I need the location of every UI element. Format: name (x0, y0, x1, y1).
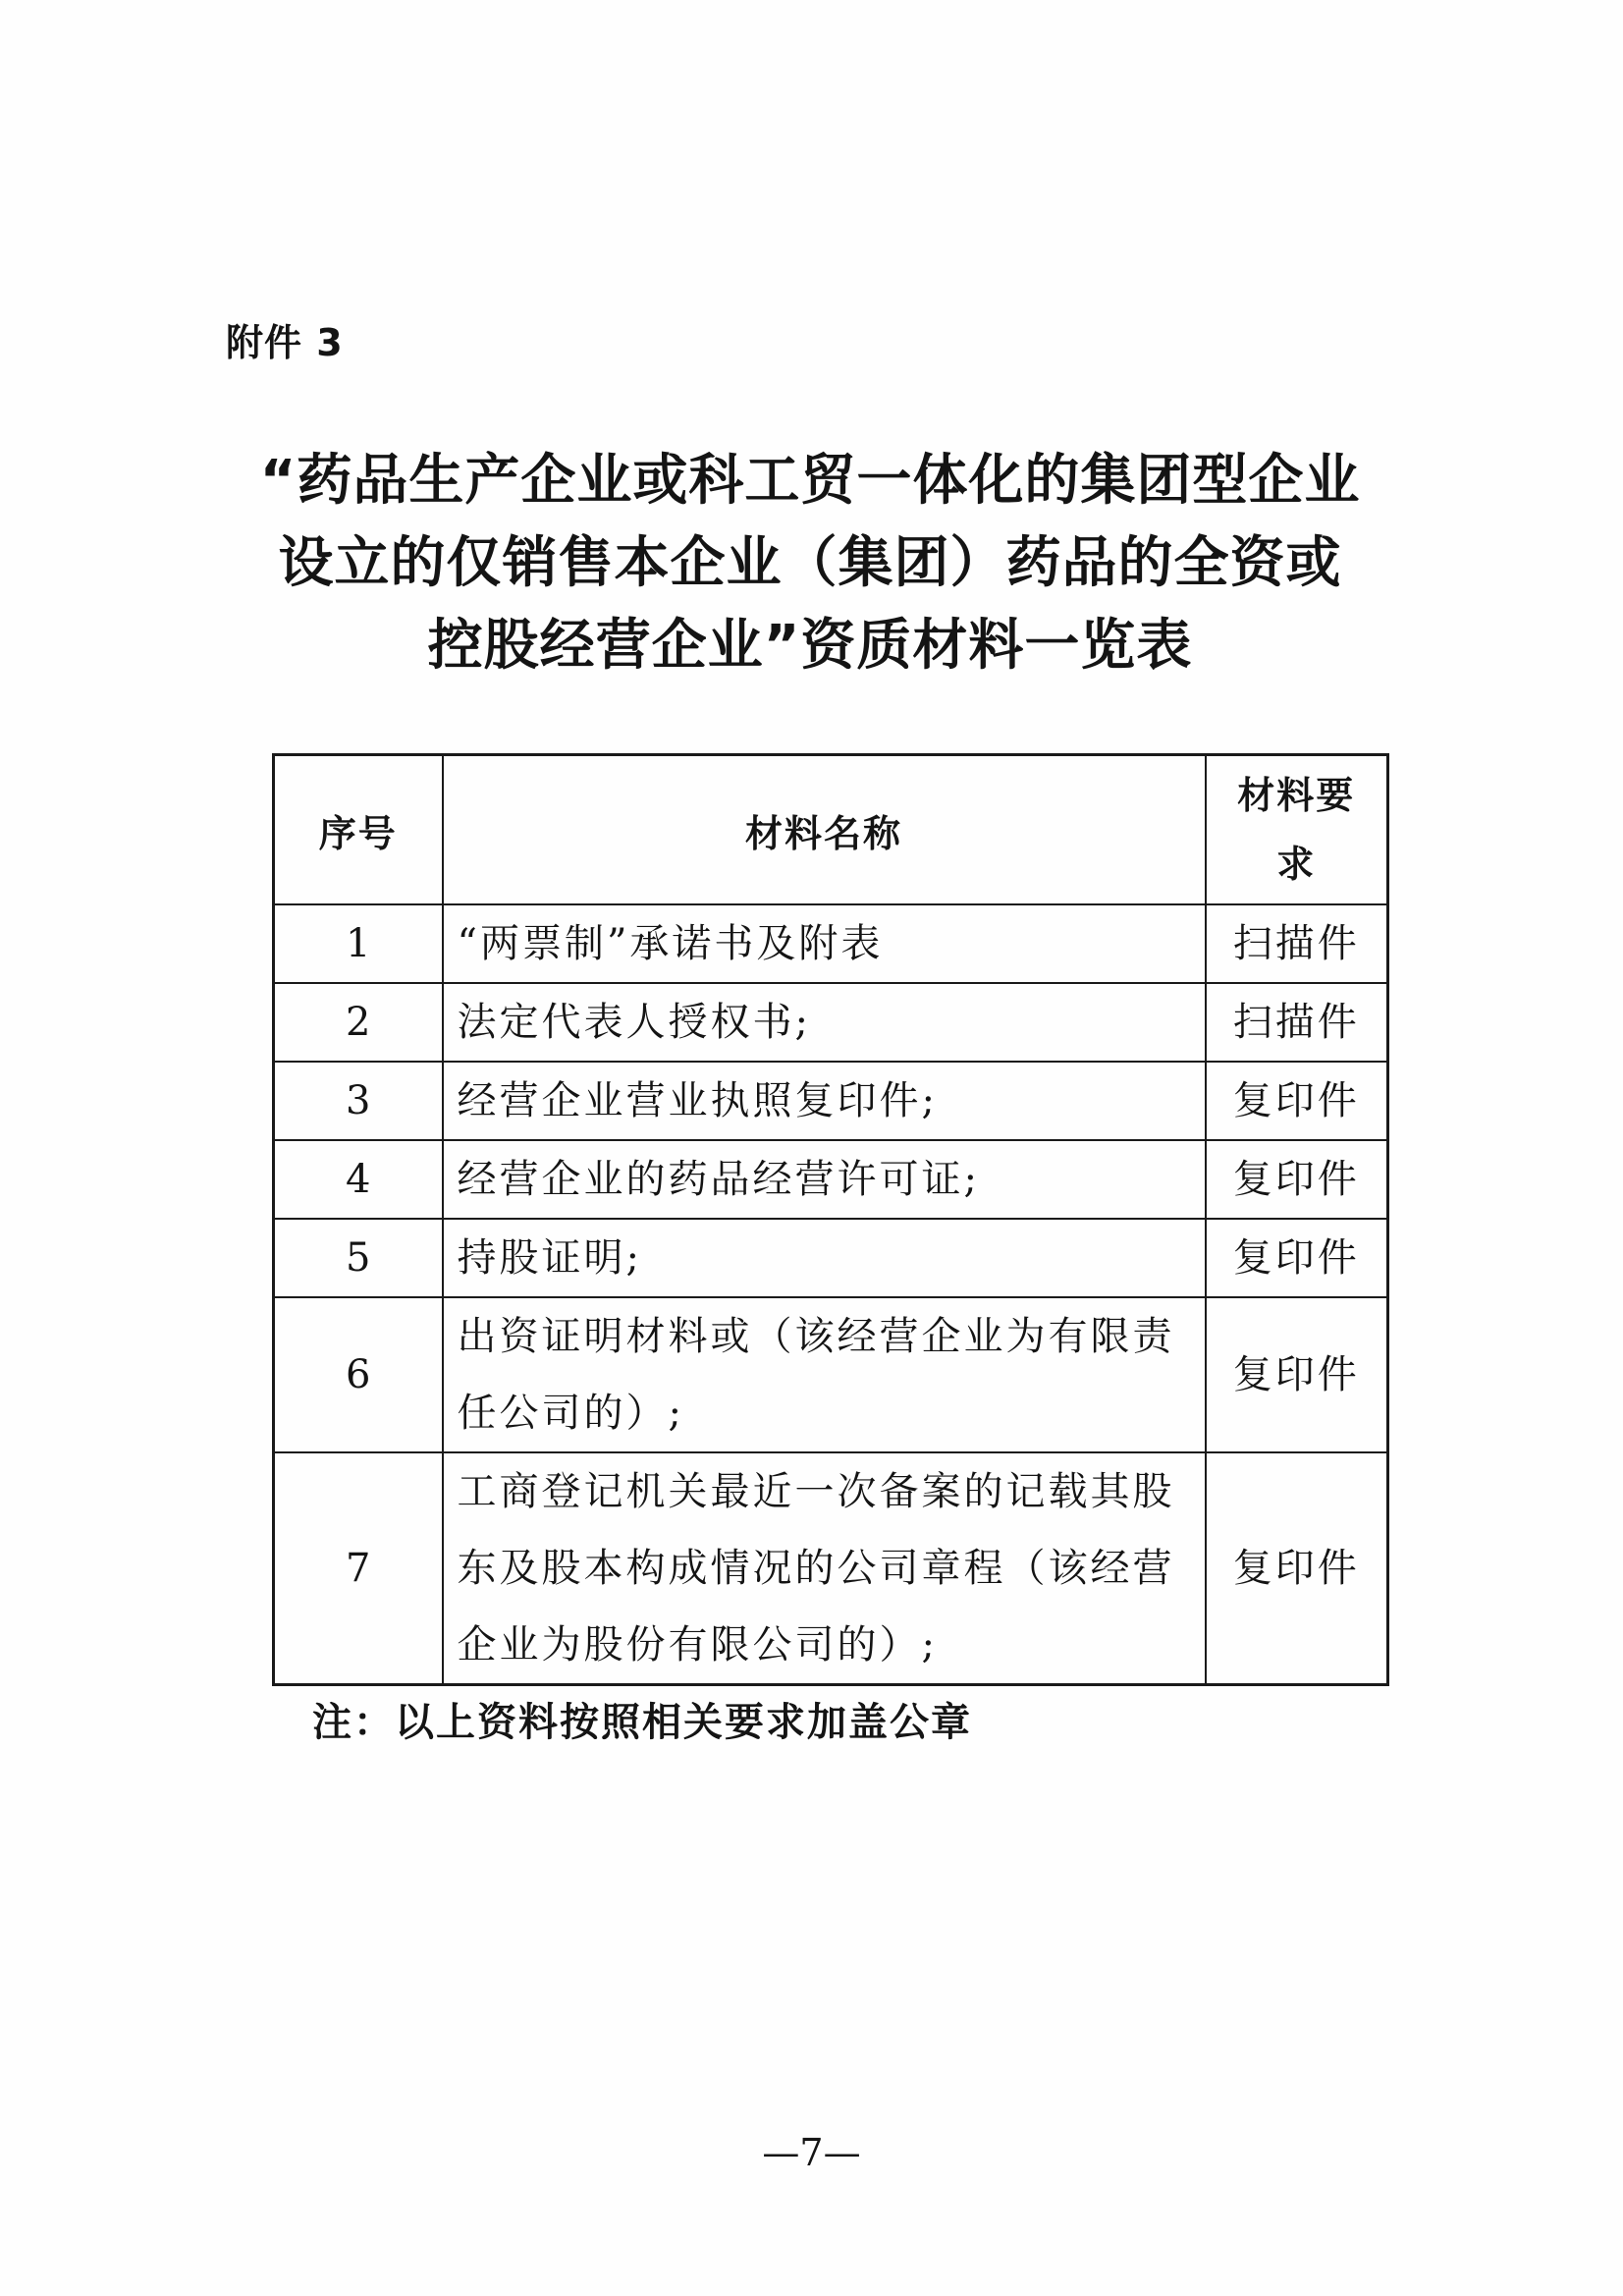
row-material-name: 法定代表人授权书; (443, 983, 1206, 1062)
row-material-requirement: 复印件 (1206, 1297, 1388, 1452)
row-material-name: 经营企业营业执照复印件; (443, 1062, 1206, 1140)
row-material-requirement: 复印件 (1206, 1062, 1388, 1140)
title-line-2: 设立的仅销售本企业（集团）药品的全资或 (278, 531, 1342, 595)
row-serial-number: 7 (274, 1452, 443, 1685)
row-material-requirement: 复印件 (1206, 1219, 1388, 1297)
document-title (196, 440, 1424, 687)
table-row (274, 1297, 1388, 1452)
row-material-name: 经营企业的药品经营许可证; (443, 1140, 1206, 1219)
row-material-name: 持股证明; (443, 1219, 1206, 1297)
row-material-requirement: 复印件 (1206, 1452, 1388, 1685)
table-row (274, 1062, 1388, 1140)
row-serial-number: 1 (274, 904, 443, 983)
title-line-1: “药品生产企业或科工贸一体化的集团型企业 (259, 449, 1361, 513)
table-row (274, 1219, 1388, 1297)
materials-table (272, 753, 1389, 1686)
row-serial-number: 5 (274, 1219, 443, 1297)
row-material-requirement: 扫描件 (1206, 904, 1388, 983)
header-material-requirement: 材料要求 (1206, 755, 1388, 905)
table-row (274, 983, 1388, 1062)
row-material-requirement: 复印件 (1206, 1140, 1388, 1219)
page-number: —7— (762, 2131, 861, 2174)
header-serial-number: 序号 (274, 755, 443, 905)
header-material-name: 材料名称 (443, 755, 1206, 905)
table-row (274, 904, 1388, 983)
row-serial-number: 2 (274, 983, 443, 1062)
table-header-row (274, 755, 1388, 905)
table-row (274, 1140, 1388, 1219)
row-material-name: “两票制”承诺书及附表 (443, 904, 1206, 983)
title-line-3: 控股经营企业”资质材料一览表 (427, 614, 1193, 678)
row-material-name: 出资证明材料或（该经营企业为有限责任公司的）; (443, 1297, 1206, 1452)
table-row (274, 1452, 1388, 1685)
row-material-name: 工商登记机关最近一次备案的记载其股东及股本构成情况的公司章程（该经营企业为股份有限公司的）; (443, 1452, 1206, 1685)
row-serial-number: 6 (274, 1297, 443, 1452)
row-serial-number: 3 (274, 1062, 443, 1140)
attachment-label: 附件 3 (226, 321, 344, 364)
footnote: 注：以上资料按照相关要求加盖公章 (312, 1700, 972, 1745)
row-serial-number: 4 (274, 1140, 443, 1219)
row-material-requirement: 扫描件 (1206, 983, 1388, 1062)
